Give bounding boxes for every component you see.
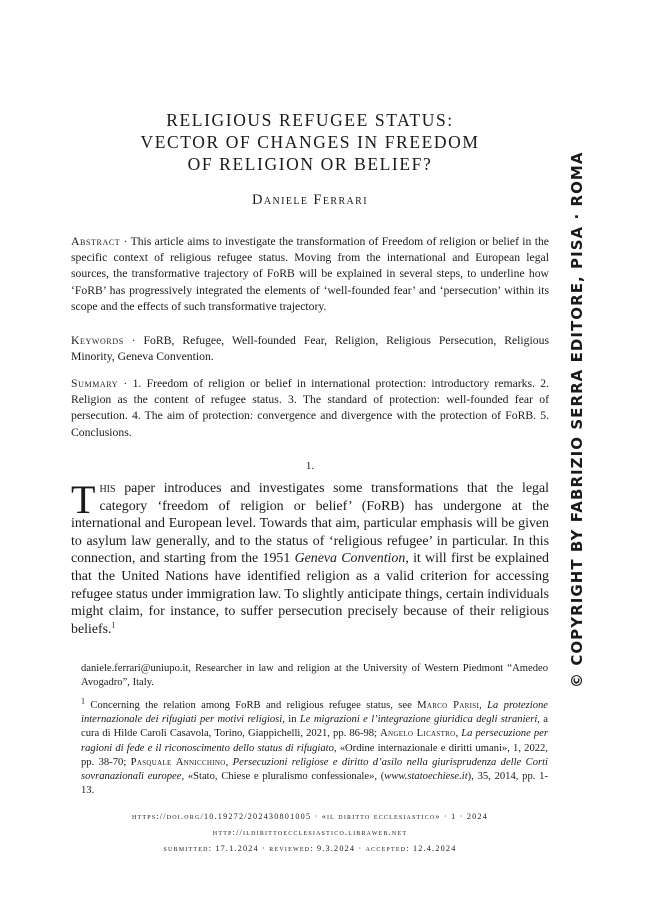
body-paragraph (71, 477, 549, 638)
title-line-2: VECTOR OF CHANGES IN FREEDOM (140, 132, 480, 152)
fn1-author-annicchino: Pasquale Annicchino (130, 756, 226, 768)
fn1-text: ), 35, 2014, pp. 1-13. (81, 771, 548, 797)
fn1-author-parisi: Marco Parisi (417, 700, 480, 711)
footer-doi-line[interactable]: https://doi.org/10.19272/202430801005 · «il diritto ecclesiastico» · 1 · 2024 (131, 812, 489, 821)
footnote-1 (81, 696, 549, 798)
fn1-website-link[interactable]: www.statoechiese.it (384, 771, 468, 783)
summary (71, 376, 549, 441)
drop-cap: T (71, 477, 96, 522)
fn1-title-parisi: La protezione internazionale dei rifugiati per motivi religiosi (81, 700, 548, 726)
body-text-part-2: , it will first be explained that the United Nations have identified religion as a valid criterion for accessing refugee status under immigration law. To slightly anticipate things, certain individuals might claim, for instance, to suffer persecution precisely because of their religious beliefs. (71, 551, 549, 637)
footnote-ref[interactable]: 1 (111, 620, 116, 630)
fn1-text: Concerning the relation among FoRB and religious refugee status, see (85, 700, 418, 711)
article-title (0, 109, 620, 175)
lead-word: his (99, 481, 116, 496)
title-line-3: OF RELIGION OR BELIEF? (187, 154, 433, 174)
keywords-label: Keywords (71, 334, 124, 347)
fn1-author-licastro: Angelo Licastro (380, 728, 456, 740)
abstract (71, 234, 549, 315)
summary-text: · 1. Freedom of religion or belief in international protection: introductory remarks. 2. Religion as the content of refugee status. 3. The standard of protection: well-founded fear of persecution. 4. The aim of protection: convergence and divergence with the protection of FoRB. 5. Conclusions. (71, 377, 550, 439)
footer-journal-url[interactable]: http://ildirittoecclesiastico.libraweb.net (212, 828, 408, 837)
fn1-text: , a cura di Hilde Caroli Casavola, Torino, Giappichelli, 2021, pp. 86-98; (81, 714, 549, 740)
title-line-1: RELIGIOUS REFUGEE STATUS: (166, 110, 454, 130)
summary-label: Summary (71, 377, 119, 390)
copyright-notice: © COPYRIGHT BY FABRIZIO SERRA EDITORE, PISA · ROMA (568, 151, 586, 688)
body-text-part-1: paper introduces and investigates some transformations that the legal category ‘freedom of religion or belief’ (FoRB) has undergone at the international and European level. Towards that aim, particular emphasis will be given to asylum law generally, and to the status of ‘religious refugee’ in particular. In this connection, and starting from the 1951 (71, 481, 549, 567)
body-italic-geneva: Geneva Convention (294, 551, 406, 567)
fn1-title-licastro: La persecuzione per ragioni di fede e il riconoscimento dello status di rifugiato (81, 728, 549, 754)
footnote-1-number: 1 (81, 696, 85, 706)
author-name: Daniele Ferrari (252, 192, 368, 208)
abstract-text: · This article aims to investigate the transformation of Freedom of religion or belief in the specific context of religious refugee status. Moving from the international and European legal sources, the transformative trajectory of FoRB will be explained in several steps, to underline how ‘FoRB’ has progressively integrated the elements of ‘well-founded fear’ and ‘persecution’ within its scope and the effects of such transformative trajectory. (71, 235, 549, 313)
keywords (71, 333, 549, 365)
author-footnote: daniele.ferrari@uniupo.it, Researcher in law and religion at the University of Western Piedmont “Amedeo Avogadro”, Italy. (81, 663, 548, 689)
fn1-text: , (455, 728, 462, 740)
abstract-label: Abstract (71, 235, 121, 248)
fn1-text: , in (282, 714, 300, 726)
fn1-text: , «Stato, Chiese e pluralismo confessionale», ( (181, 771, 385, 783)
fn1-text: , (479, 700, 488, 711)
footer-dates: submitted: 17.1.2024 · reviewed: 9.3.2024 · accepted: 12.4.2024 (163, 844, 457, 853)
section-number: 1. (305, 460, 315, 472)
fn1-title-annicchino: Persecuzioni religiose e diritto d’asilo nella giurisprudenza delle Corti sovranazionali europee (81, 756, 549, 783)
keywords-text: · FoRB, Refugee, Well-founded Fear, Religion, Religious Persecution, Religious Minority, Geneva Convention. (71, 334, 549, 364)
fn1-text: , (225, 756, 233, 768)
fn1-text: , «Ordine internazionale e diritti umani», 1, 2022, pp. 38-70; (81, 742, 548, 768)
fn1-book-title: Le migrazioni e l’integrazione giuridica degli stranieri (299, 714, 538, 726)
